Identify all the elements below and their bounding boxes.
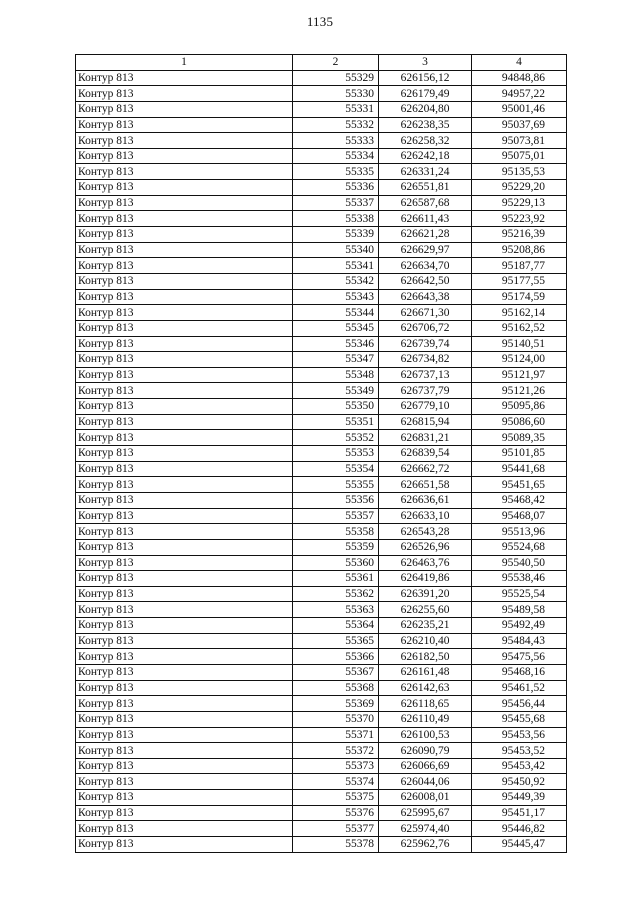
point-number-cell: 55340 — [293, 242, 379, 258]
y-coordinate-cell: 95513,96 — [472, 524, 567, 540]
point-number-cell: 55366 — [293, 649, 379, 665]
contour-name-cell: Контур 813 — [76, 86, 293, 102]
contour-name-cell: Контур 813 — [76, 352, 293, 368]
x-coordinate-cell: 626110,49 — [379, 711, 472, 727]
y-coordinate-cell: 95208,86 — [472, 242, 567, 258]
y-coordinate-cell: 95140,51 — [472, 336, 567, 352]
contour-name-cell: Контур 813 — [76, 336, 293, 352]
y-coordinate-cell: 95468,16 — [472, 664, 567, 680]
y-coordinate-cell: 95456,44 — [472, 696, 567, 712]
y-coordinate-cell: 95187,77 — [472, 258, 567, 274]
y-coordinate-cell: 95075,01 — [472, 148, 567, 164]
point-number-cell: 55337 — [293, 195, 379, 211]
y-coordinate-cell: 95121,97 — [472, 367, 567, 383]
contour-name-cell: Контур 813 — [76, 821, 293, 837]
point-number-cell: 55372 — [293, 743, 379, 759]
x-coordinate-cell: 626210,40 — [379, 633, 472, 649]
contour-name-cell: Контур 813 — [76, 664, 293, 680]
contour-name-cell: Контур 813 — [76, 837, 293, 853]
table-row — [76, 320, 567, 336]
x-coordinate-cell: 626066,69 — [379, 758, 472, 774]
contour-name-cell: Контур 813 — [76, 383, 293, 399]
table-row — [76, 539, 567, 555]
table-row — [76, 305, 567, 321]
y-coordinate-cell: 95484,43 — [472, 633, 567, 649]
y-coordinate-cell: 95492,49 — [472, 618, 567, 634]
y-coordinate-cell: 95121,26 — [472, 383, 567, 399]
contour-name-cell: Контур 813 — [76, 117, 293, 133]
point-number-cell: 55375 — [293, 790, 379, 806]
x-coordinate-cell: 626100,53 — [379, 727, 472, 743]
point-number-cell: 55373 — [293, 758, 379, 774]
x-coordinate-cell: 626008,01 — [379, 790, 472, 806]
x-coordinate-cell: 626611,43 — [379, 211, 472, 227]
y-coordinate-cell: 95216,39 — [472, 227, 567, 243]
table-body — [76, 70, 567, 852]
x-coordinate-cell: 626118,65 — [379, 696, 472, 712]
contour-name-cell: Контур 813 — [76, 790, 293, 806]
y-coordinate-cell: 95455,68 — [472, 711, 567, 727]
table-row — [76, 774, 567, 790]
table-row — [76, 242, 567, 258]
x-coordinate-cell: 626815,94 — [379, 414, 472, 430]
table-row — [76, 805, 567, 821]
y-coordinate-cell: 95089,35 — [472, 430, 567, 446]
y-coordinate-cell: 95451,65 — [472, 477, 567, 493]
contour-name-cell: Контур 813 — [76, 602, 293, 618]
point-number-cell: 55343 — [293, 289, 379, 305]
point-number-cell: 55330 — [293, 86, 379, 102]
x-coordinate-cell: 626391,20 — [379, 586, 472, 602]
contour-name-cell: Контур 813 — [76, 508, 293, 524]
point-number-cell: 55369 — [293, 696, 379, 712]
table-row — [76, 289, 567, 305]
table-row — [76, 633, 567, 649]
contour-name-cell: Контур 813 — [76, 727, 293, 743]
contour-name-cell: Контур 813 — [76, 180, 293, 196]
page-number: 1135 — [306, 14, 334, 29]
table-row — [76, 70, 567, 86]
contour-name-cell: Контур 813 — [76, 492, 293, 508]
point-number-cell: 55365 — [293, 633, 379, 649]
table-row — [76, 524, 567, 540]
contour-name-cell: Контур 813 — [76, 711, 293, 727]
table-row — [76, 727, 567, 743]
table-row — [76, 180, 567, 196]
point-number-cell: 55377 — [293, 821, 379, 837]
x-coordinate-cell: 626242,18 — [379, 148, 472, 164]
table-row — [76, 399, 567, 415]
point-number-cell: 55329 — [293, 70, 379, 86]
table-row — [76, 367, 567, 383]
table-row — [76, 258, 567, 274]
x-coordinate-cell: 626651,58 — [379, 477, 472, 493]
contour-name-cell: Контур 813 — [76, 618, 293, 634]
table-row — [76, 743, 567, 759]
contour-name-cell: Контур 813 — [76, 696, 293, 712]
x-coordinate-cell: 626779,10 — [379, 399, 472, 415]
table-row — [76, 618, 567, 634]
y-coordinate-cell: 95441,68 — [472, 461, 567, 477]
point-number-cell: 55371 — [293, 727, 379, 743]
contour-name-cell: Контур 813 — [76, 320, 293, 336]
table-row — [76, 602, 567, 618]
table-row — [76, 758, 567, 774]
table-row — [76, 414, 567, 430]
point-number-cell: 55339 — [293, 227, 379, 243]
contour-name-cell: Контур 813 — [76, 461, 293, 477]
contour-name-cell: Контур 813 — [76, 148, 293, 164]
x-coordinate-cell: 625995,67 — [379, 805, 472, 821]
column-header-2: 2 — [293, 55, 379, 71]
y-coordinate-cell: 95475,56 — [472, 649, 567, 665]
table-row — [76, 477, 567, 493]
point-number-cell: 55336 — [293, 180, 379, 196]
x-coordinate-cell: 626831,21 — [379, 430, 472, 446]
y-coordinate-cell: 95538,46 — [472, 571, 567, 587]
point-number-cell: 55335 — [293, 164, 379, 180]
table-row — [76, 195, 567, 211]
contour-name-cell: Контур 813 — [76, 758, 293, 774]
contour-name-cell: Контур 813 — [76, 446, 293, 462]
contour-name-cell: Контур 813 — [76, 101, 293, 117]
table-row — [76, 649, 567, 665]
point-number-cell: 55351 — [293, 414, 379, 430]
contour-name-cell: Контур 813 — [76, 571, 293, 587]
table-row — [76, 164, 567, 180]
x-coordinate-cell: 626662,72 — [379, 461, 472, 477]
point-number-cell: 55364 — [293, 618, 379, 634]
point-number-cell: 55357 — [293, 508, 379, 524]
y-coordinate-cell: 94957,22 — [472, 86, 567, 102]
contour-name-cell: Контур 813 — [76, 680, 293, 696]
y-coordinate-cell: 95453,56 — [472, 727, 567, 743]
table-row — [76, 508, 567, 524]
table-row — [76, 461, 567, 477]
x-coordinate-cell: 626633,10 — [379, 508, 472, 524]
y-coordinate-cell: 95073,81 — [472, 133, 567, 149]
contour-name-cell: Контур 813 — [76, 633, 293, 649]
point-number-cell: 55353 — [293, 446, 379, 462]
contour-name-cell: Контур 813 — [76, 258, 293, 274]
contour-name-cell: Контур 813 — [76, 555, 293, 571]
y-coordinate-cell: 95095,86 — [472, 399, 567, 415]
y-coordinate-cell: 95468,42 — [472, 492, 567, 508]
y-coordinate-cell: 94848,86 — [472, 70, 567, 86]
table-row — [76, 352, 567, 368]
x-coordinate-cell: 626331,24 — [379, 164, 472, 180]
y-coordinate-cell: 95453,52 — [472, 743, 567, 759]
table-row — [76, 430, 567, 446]
point-number-cell: 55354 — [293, 461, 379, 477]
x-coordinate-cell: 626642,50 — [379, 273, 472, 289]
point-number-cell: 55362 — [293, 586, 379, 602]
contour-name-cell: Контур 813 — [76, 649, 293, 665]
y-coordinate-cell: 95124,00 — [472, 352, 567, 368]
contour-name-cell: Контур 813 — [76, 414, 293, 430]
point-number-cell: 55346 — [293, 336, 379, 352]
contour-name-cell: Контур 813 — [76, 367, 293, 383]
point-number-cell: 55348 — [293, 367, 379, 383]
x-coordinate-cell: 626587,68 — [379, 195, 472, 211]
point-number-cell: 55374 — [293, 774, 379, 790]
point-number-cell: 55332 — [293, 117, 379, 133]
table-row — [76, 492, 567, 508]
table-row — [76, 446, 567, 462]
contour-name-cell: Контур 813 — [76, 524, 293, 540]
contour-name-cell: Контур 813 — [76, 211, 293, 227]
point-number-cell: 55352 — [293, 430, 379, 446]
point-number-cell: 55342 — [293, 273, 379, 289]
y-coordinate-cell: 95446,82 — [472, 821, 567, 837]
point-number-cell: 55334 — [293, 148, 379, 164]
y-coordinate-cell: 95162,14 — [472, 305, 567, 321]
y-coordinate-cell: 95449,39 — [472, 790, 567, 806]
point-number-cell: 55333 — [293, 133, 379, 149]
point-number-cell: 55363 — [293, 602, 379, 618]
table-row — [76, 133, 567, 149]
y-coordinate-cell: 95461,52 — [472, 680, 567, 696]
y-coordinate-cell: 95101,85 — [472, 446, 567, 462]
contour-name-cell: Контур 813 — [76, 774, 293, 790]
x-coordinate-cell: 626629,97 — [379, 242, 472, 258]
point-number-cell: 55350 — [293, 399, 379, 415]
contour-name-cell: Контур 813 — [76, 227, 293, 243]
x-coordinate-cell: 626235,21 — [379, 618, 472, 634]
x-coordinate-cell: 626839,54 — [379, 446, 472, 462]
y-coordinate-cell: 95229,20 — [472, 180, 567, 196]
column-header-3: 3 — [379, 55, 472, 71]
point-number-cell: 55358 — [293, 524, 379, 540]
y-coordinate-cell: 95086,60 — [472, 414, 567, 430]
point-number-cell: 55331 — [293, 101, 379, 117]
y-coordinate-cell: 95450,92 — [472, 774, 567, 790]
y-coordinate-cell: 95162,52 — [472, 320, 567, 336]
y-coordinate-cell: 95177,55 — [472, 273, 567, 289]
y-coordinate-cell: 95229,13 — [472, 195, 567, 211]
point-number-cell: 55360 — [293, 555, 379, 571]
table-row — [76, 383, 567, 399]
table-row — [76, 837, 567, 853]
table-row — [76, 571, 567, 587]
x-coordinate-cell: 626737,13 — [379, 367, 472, 383]
contour-name-cell: Контур 813 — [76, 805, 293, 821]
x-coordinate-cell: 626706,72 — [379, 320, 472, 336]
point-number-cell: 55355 — [293, 477, 379, 493]
table-row — [76, 555, 567, 571]
contour-name-cell: Контур 813 — [76, 70, 293, 86]
table-row — [76, 211, 567, 227]
x-coordinate-cell: 626161,48 — [379, 664, 472, 680]
point-number-cell: 55341 — [293, 258, 379, 274]
y-coordinate-cell: 95037,69 — [472, 117, 567, 133]
y-coordinate-cell: 95489,58 — [472, 602, 567, 618]
table-row — [76, 86, 567, 102]
table-row — [76, 680, 567, 696]
table-row — [76, 101, 567, 117]
contour-name-cell: Контур 813 — [76, 477, 293, 493]
x-coordinate-cell: 626634,70 — [379, 258, 472, 274]
x-coordinate-cell: 626142,63 — [379, 680, 472, 696]
x-coordinate-cell: 626204,80 — [379, 101, 472, 117]
x-coordinate-cell: 626737,79 — [379, 383, 472, 399]
x-coordinate-cell: 626255,60 — [379, 602, 472, 618]
x-coordinate-cell: 626179,49 — [379, 86, 472, 102]
point-number-cell: 55368 — [293, 680, 379, 696]
y-coordinate-cell: 95451,17 — [472, 805, 567, 821]
x-coordinate-cell: 626258,32 — [379, 133, 472, 149]
table-row — [76, 586, 567, 602]
y-coordinate-cell: 95453,42 — [472, 758, 567, 774]
x-coordinate-cell: 626238,35 — [379, 117, 472, 133]
table-header-row — [76, 55, 567, 71]
x-coordinate-cell: 626463,76 — [379, 555, 472, 571]
point-number-cell: 55367 — [293, 664, 379, 680]
point-number-cell: 55338 — [293, 211, 379, 227]
contour-name-cell: Контур 813 — [76, 430, 293, 446]
x-coordinate-cell: 626739,74 — [379, 336, 472, 352]
contour-name-cell: Контур 813 — [76, 164, 293, 180]
point-number-cell: 55347 — [293, 352, 379, 368]
y-coordinate-cell: 95001,46 — [472, 101, 567, 117]
x-coordinate-cell: 626526,96 — [379, 539, 472, 555]
y-coordinate-cell: 95174,59 — [472, 289, 567, 305]
x-coordinate-cell: 626734,82 — [379, 352, 472, 368]
contour-name-cell: Контур 813 — [76, 743, 293, 759]
x-coordinate-cell: 626182,50 — [379, 649, 472, 665]
contour-name-cell: Контур 813 — [76, 133, 293, 149]
coordinates-table — [75, 54, 567, 853]
column-header-1: 1 — [76, 55, 293, 71]
table-row — [76, 821, 567, 837]
y-coordinate-cell: 95525,54 — [472, 586, 567, 602]
table-row — [76, 273, 567, 289]
contour-name-cell: Контур 813 — [76, 305, 293, 321]
x-coordinate-cell: 626551,81 — [379, 180, 472, 196]
point-number-cell: 55359 — [293, 539, 379, 555]
x-coordinate-cell: 626643,38 — [379, 289, 472, 305]
x-coordinate-cell: 625962,76 — [379, 837, 472, 853]
contour-name-cell: Контур 813 — [76, 273, 293, 289]
x-coordinate-cell: 626156,12 — [379, 70, 472, 86]
column-header-4: 4 — [472, 55, 567, 71]
y-coordinate-cell: 95468,07 — [472, 508, 567, 524]
x-coordinate-cell: 626419,86 — [379, 571, 472, 587]
contour-name-cell: Контур 813 — [76, 195, 293, 211]
contour-name-cell: Контур 813 — [76, 289, 293, 305]
contour-name-cell: Контур 813 — [76, 242, 293, 258]
table-row — [76, 696, 567, 712]
y-coordinate-cell: 95524,68 — [472, 539, 567, 555]
x-coordinate-cell: 626090,79 — [379, 743, 472, 759]
point-number-cell: 55356 — [293, 492, 379, 508]
table-row — [76, 790, 567, 806]
point-number-cell: 55349 — [293, 383, 379, 399]
x-coordinate-cell: 626621,28 — [379, 227, 472, 243]
table-row — [76, 664, 567, 680]
y-coordinate-cell: 95223,92 — [472, 211, 567, 227]
y-coordinate-cell: 95540,50 — [472, 555, 567, 571]
table-row — [76, 227, 567, 243]
contour-name-cell: Контур 813 — [76, 586, 293, 602]
x-coordinate-cell: 626543,28 — [379, 524, 472, 540]
x-coordinate-cell: 626671,30 — [379, 305, 472, 321]
y-coordinate-cell: 95445,47 — [472, 837, 567, 853]
x-coordinate-cell: 625974,40 — [379, 821, 472, 837]
table-row — [76, 148, 567, 164]
point-number-cell: 55344 — [293, 305, 379, 321]
y-coordinate-cell: 95135,53 — [472, 164, 567, 180]
point-number-cell: 55370 — [293, 711, 379, 727]
x-coordinate-cell: 626044,06 — [379, 774, 472, 790]
point-number-cell: 55345 — [293, 320, 379, 336]
point-number-cell: 55361 — [293, 571, 379, 587]
table-row — [76, 117, 567, 133]
point-number-cell: 55376 — [293, 805, 379, 821]
point-number-cell: 55378 — [293, 837, 379, 853]
contour-name-cell: Контур 813 — [76, 539, 293, 555]
contour-name-cell: Контур 813 — [76, 399, 293, 415]
table-row — [76, 336, 567, 352]
x-coordinate-cell: 626636,61 — [379, 492, 472, 508]
table-row — [76, 711, 567, 727]
